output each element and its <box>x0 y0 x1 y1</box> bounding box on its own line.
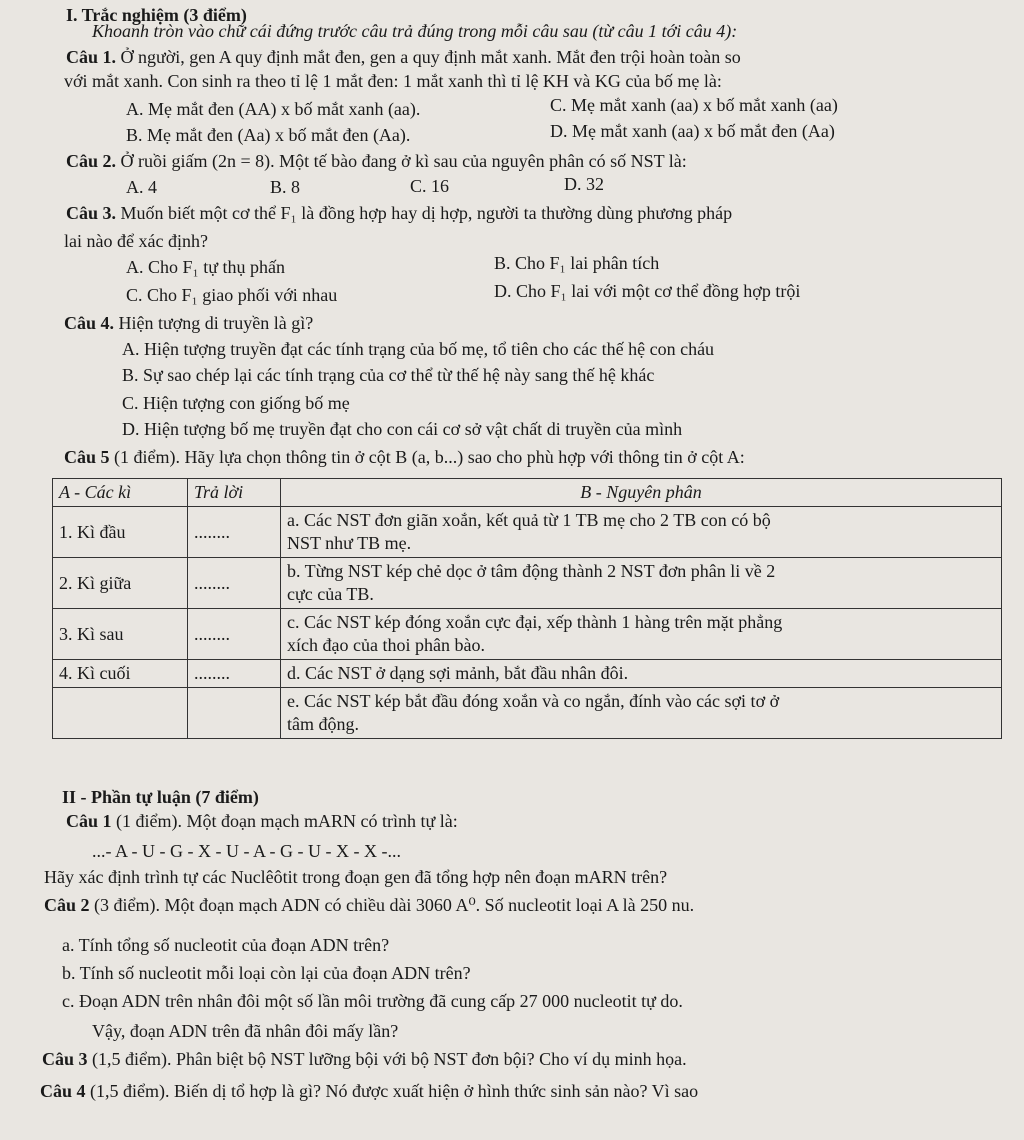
table-row <box>53 660 1002 688</box>
q4-option-a: A. Hiện tượng truyền đạt các tính trạng của bố mẹ, tổ tiên cho các thế hệ con cháu <box>122 339 715 359</box>
e1-line <box>66 810 458 832</box>
q4-option-d: D. Hiện tượng bố mẹ truyền đạt cho con cái cơ sở vật chất di truyền của mình <box>122 419 683 439</box>
answer-blank[interactable]: ........ <box>188 609 281 660</box>
q1-text1: Ở người, gen A quy định mắt đen, gen a quy định mắt xanh. Mắt đen trội hoàn toàn so <box>120 47 741 67</box>
matching-table <box>52 478 1002 739</box>
description-line2: cực của TB. <box>287 584 374 604</box>
e2-text: (3 điểm). Một đoạn mạch ADN có chiều dài 3060 A⁰. Số nucleotit loại A là 250 nu. <box>94 895 695 915</box>
header-answer: Trả lời <box>188 479 281 507</box>
description-line2: tâm động. <box>287 714 359 734</box>
header-col-b: B - Nguyên phân <box>281 479 1002 507</box>
description-line1: a. Các NST đơn giãn xoắn, kết quả từ 1 TB mẹ cho 2 TB con có bộ <box>287 510 771 530</box>
answer-cell-empty <box>188 688 281 739</box>
part2-title: II - Phần tự luận (7 điểm) <box>62 787 259 807</box>
e2-part-b: b. Tính số nucleotit mỗi loại còn lại của đoạn ADN trên? <box>62 963 471 983</box>
q1-line1 <box>66 46 741 68</box>
q2-option-a: A. 4 <box>126 177 157 197</box>
q1-label: Câu 1. <box>66 47 117 67</box>
description-line1: e. Các NST kép bắt đầu đóng xoắn và co ngắn, đính vào các sợi tơ ở <box>287 691 780 711</box>
description-line2: xích đạo của thoi phân bào. <box>287 635 485 655</box>
e4-line <box>40 1080 698 1102</box>
e2-line <box>44 894 694 916</box>
q4-option-b: B. Sự sao chép lại các tính trạng của cơ thể từ thế hệ này sang thế hệ khác <box>122 365 655 385</box>
table-row <box>53 688 1002 739</box>
q3-text2: lai nào để xác định? <box>64 231 208 251</box>
q4-line <box>64 312 313 334</box>
q3-text1: Muốn biết một cơ thể F₁ là đồng hợp hay dị hợp, người ta thường dùng phương pháp <box>120 203 733 223</box>
description-line1: b. Từng NST kép chẻ dọc ở tâm động thành 2 NST đơn phân li về 2 <box>287 561 776 581</box>
table-row <box>53 609 1002 660</box>
description-cell <box>281 688 1002 739</box>
phase-cell-empty <box>53 688 188 739</box>
table-row <box>53 558 1002 609</box>
q1-option-c: C. Mẹ mắt xanh (aa) x bố mắt xanh (aa) <box>550 95 838 115</box>
description-cell <box>281 558 1002 609</box>
answer-blank[interactable]: ........ <box>188 507 281 558</box>
q1-option-b: B. Mẹ mắt đen (Aa) x bố mắt đen (Aa). <box>126 125 411 145</box>
e2-label: Câu 2 <box>44 895 90 915</box>
e3-line <box>42 1048 687 1070</box>
q4-option-c: C. Hiện tượng con giống bố mẹ <box>122 393 350 413</box>
q5-line <box>64 446 745 468</box>
q5-text: (1 điểm). Hãy lựa chọn thông tin ở cột B (a, b...) sao cho phù hợp với thông tin ở cột A: <box>114 447 745 467</box>
e1-sequence: ...- A - U - G - X - U - A - G - U - X - X -... <box>92 841 401 861</box>
q3-option-b: B. Cho F₁ lai phân tích <box>494 253 660 273</box>
q3-option-d: D. Cho F₁ lai với một cơ thể đồng hợp trội <box>494 281 801 301</box>
q1-option-a: A. Mẹ mắt đen (AA) x bố mắt xanh (aa). <box>126 99 421 119</box>
q2-text: Ở ruồi giấm (2n = 8). Một tế bào đang ở kì sau của nguyên phân có số NST là: <box>120 151 687 171</box>
q3-label: Câu 3. <box>66 203 117 223</box>
q1-text2: với mắt xanh. Con sinh ra theo tỉ lệ 1 mắt đen: 1 mắt xanh thì tỉ lệ KH và KG của bố mẹ là: <box>64 71 722 91</box>
q5-label: Câu 5 <box>64 447 110 467</box>
q4-text: Hiện tượng di truyền là gì? <box>118 313 314 333</box>
part1-title: I. Trắc nghiệm (3 điểm) <box>66 5 247 25</box>
q2-option-d: D. 32 <box>564 174 604 194</box>
header-col-a: A - Các kì <box>53 479 188 507</box>
e2-part-c-cont: Vậy, đoạn ADN trên đã nhân đôi mấy lần? <box>92 1021 399 1041</box>
description-line2: NST như TB mẹ. <box>287 533 412 553</box>
q1-option-d: D. Mẹ mắt xanh (aa) x bố mắt đen (Aa) <box>550 121 835 141</box>
q2-line <box>66 150 687 172</box>
e2-part-c: c. Đoạn ADN trên nhân đôi một số lần môi trường đã cung cấp 27 000 nucleotit tự do. <box>62 991 683 1011</box>
table-header-row <box>53 479 1002 507</box>
e3-text: (1,5 điểm). Phân biệt bộ NST lưỡng bội với bộ NST đơn bội? Cho ví dụ minh họa. <box>92 1049 687 1069</box>
q3-option-a: A. Cho F₁ tự thụ phấn <box>126 257 286 277</box>
q3-line1 <box>66 202 732 224</box>
e1-label: Câu 1 <box>66 811 112 831</box>
description-cell: d. Các NST ở dạng sợi mảnh, bắt đầu nhân đôi. <box>281 660 1002 688</box>
description-cell <box>281 507 1002 558</box>
q4-label: Câu 4. <box>64 313 115 333</box>
answer-blank[interactable]: ........ <box>188 660 281 688</box>
answer-blank[interactable]: ........ <box>188 558 281 609</box>
phase-cell: 1. Kì đầu <box>53 507 188 558</box>
e1-text: (1 điểm). Một đoạn mạch mARN có trình tự là: <box>116 811 458 831</box>
q2-option-b: B. 8 <box>270 177 301 197</box>
e4-text: (1,5 điểm). Biến dị tổ hợp là gì? Nó được xuất hiện ở hình thức sinh sản nào? Vì sao <box>90 1081 699 1101</box>
q2-option-c: C. 16 <box>410 176 450 196</box>
description-cell <box>281 609 1002 660</box>
description-line1: c. Các NST kép đóng xoắn cực đại, xếp thành 1 hàng trên mặt phẳng <box>287 612 783 632</box>
q2-label: Câu 2. <box>66 151 117 171</box>
phase-cell: 3. Kì sau <box>53 609 188 660</box>
phase-cell: 2. Kì giữa <box>53 558 188 609</box>
e4-label: Câu 4 <box>40 1081 86 1101</box>
e1-ask: Hãy xác định trình tự các Nuclêôtit trong đoạn gen đã tổng hợp nên đoạn mARN trên? <box>44 867 668 887</box>
e3-label: Câu 3 <box>42 1049 88 1069</box>
q3-option-c: C. Cho F₁ giao phối với nhau <box>126 285 338 305</box>
phase-cell: 4. Kì cuối <box>53 660 188 688</box>
part1-instruction: Khoanh tròn vào chữ cái đứng trước câu trả đúng trong mỗi câu sau (từ câu 1 tới câu 4): <box>92 21 738 41</box>
table-row <box>53 507 1002 558</box>
e2-part-a: a. Tính tổng số nucleotit của đoạn ADN trên? <box>62 935 390 955</box>
